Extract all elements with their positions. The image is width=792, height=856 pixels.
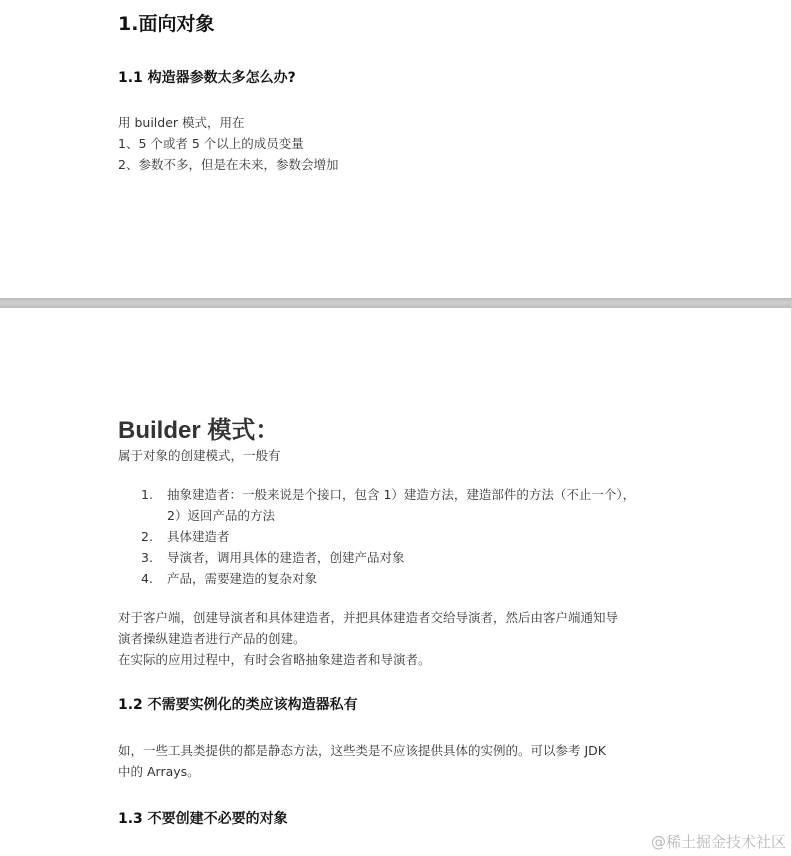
para-client-line-3: 在实际的应用过程中，有时会省略抽象建造者和导演者。 bbox=[118, 652, 431, 667]
list-item-number: 3. bbox=[141, 550, 153, 565]
document-page-1 bbox=[0, 0, 792, 298]
section-1-2-line-2: 中的 Arrays。 bbox=[118, 764, 200, 779]
document-page-2 bbox=[0, 308, 792, 856]
section-1-1-line-2: 1、5 个或者 5 个以上的成员变量 bbox=[118, 136, 304, 151]
list-item-number: 1. bbox=[141, 487, 153, 502]
section-1-3-title: 1.3 不要创建不必要的对象 bbox=[118, 811, 288, 827]
section-1-2-line-1: 如，一些工具类提供的都是静态方法，这些类是不应该提供具体的实例的。可以参考 JDK bbox=[118, 743, 606, 758]
list-item-1-line-1: 抽象建造者：一般来说是个接口，包含 1）建造方法，建造部件的方法（不止一个）， bbox=[167, 487, 636, 502]
section-1-1-line-3: 2、参数不多，但是在未来，参数会增加 bbox=[118, 157, 339, 172]
chapter-heading: 1.面向对象 bbox=[118, 13, 215, 35]
builder-intro: 属于对象的创建模式，一般有 bbox=[118, 448, 281, 463]
list-item-2: 具体建造者 bbox=[167, 529, 230, 544]
list-item-number: 4. bbox=[141, 571, 153, 586]
builder-pattern-title: Builder 模式： bbox=[118, 417, 280, 444]
page-separator bbox=[0, 298, 792, 308]
watermark-text: @稀土掘金技术社区 bbox=[650, 833, 786, 851]
section-1-1-title: 1.1 构造器参数太多怎么办? bbox=[118, 70, 296, 86]
section-1-1-line-1: 用 builder 模式，用在 bbox=[118, 115, 245, 130]
list-item-number: 2. bbox=[141, 529, 153, 544]
list-item-1-line-2: 2）返回产品的方法 bbox=[167, 508, 275, 523]
section-1-2-title: 1.2 不需要实例化的类应该构造器私有 bbox=[118, 697, 358, 713]
list-item-4: 产品，需要建造的复杂对象 bbox=[167, 571, 318, 586]
list-item-3: 导演者，调用具体的建造者，创建产品对象 bbox=[167, 550, 405, 565]
para-client-line-2: 演者操纵建造者进行产品的创建。 bbox=[118, 631, 306, 646]
para-client-line-1: 对于客户端，创建导演者和具体建造者，并把具体建造者交给导演者，然后由客户端通知导 bbox=[118, 610, 619, 625]
